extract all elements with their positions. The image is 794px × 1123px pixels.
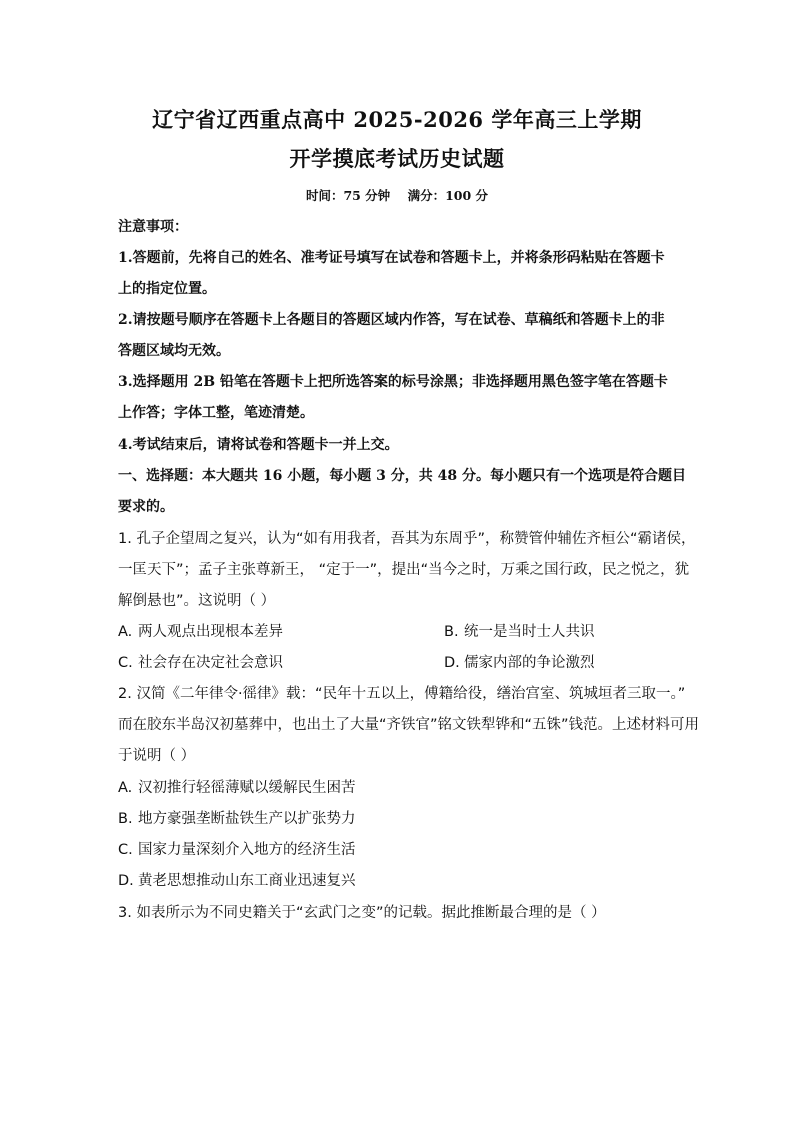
question-1-text: 1. 孔子企望周之复兴，认为“如有用我者，吾其为东周乎”，称赞管仲辅佐齐桓公“霸诸侯， [118, 531, 696, 547]
notice-line: 2.请按题号顺序在答题卡上各题目的答题区域内作答，写在试卷、草稿纸和答题卡上的非 [118, 312, 665, 328]
question-1-text: 解倒悬也”。这说明（ ） [118, 593, 276, 609]
exam-time-score: 时间：75 分钟 满分：100 分 [305, 188, 489, 203]
option-text: 儒家内部的争论激烈 [464, 655, 595, 671]
question-1-option-c[interactable] [118, 654, 283, 672]
exam-title-line-2: 开学摸底考试历史试题 [289, 146, 505, 171]
notice-line: 3.选择题用 2B 铅笔在答题卡上把所选答案的标号涂黑；非选择题用黑色签字笔在答题卡 [118, 374, 668, 390]
option-label: A. [118, 780, 133, 796]
question-2-text: 2. 汉简《二年律令·徭律》载：“民年十五以上，傅籍给役，缮治宫室、筑城垣者三取一。” [118, 686, 686, 702]
exam-title-line-1: 辽宁省辽西重点高中 2025-2026 学年高三上学期 [152, 107, 642, 132]
option-label: A. [118, 624, 133, 640]
notice-line: 4.考试结束后，请将试卷和答题卡一并上交。 [118, 437, 399, 453]
option-text: 统一是当时士人共识 [464, 624, 595, 640]
option-label: D. [118, 873, 134, 889]
option-text: 两人观点出现根本差异 [138, 624, 283, 640]
question-2-option-b[interactable] [118, 810, 356, 828]
question-2-option-a[interactable] [118, 779, 356, 797]
notice-line: 答题区域均无效。 [118, 343, 230, 359]
option-text: 黄老思想推动山东工商业迅速复兴 [138, 873, 356, 889]
option-label: D. [444, 655, 460, 671]
notice-line: 上作答；字体工整，笔迹清楚。 [118, 405, 314, 421]
option-text: 国家力量深刻介入地方的经济生活 [138, 842, 356, 858]
question-2-option-d[interactable] [118, 872, 356, 890]
option-label: C. [118, 842, 133, 858]
question-2-option-c[interactable] [118, 841, 356, 859]
question-2-text: 于说明（ ） [118, 748, 196, 764]
question-3-text: 3. 如表所示为不同史籍关于“玄武门之变”的记载。据此推断最合理的是（ ） [118, 905, 606, 921]
notice-heading: 注意事项： [118, 219, 188, 235]
option-text: 汉初推行轻徭薄赋以缓解民生困苦 [138, 780, 356, 796]
question-1-option-b[interactable] [444, 623, 595, 641]
question-1-option-d[interactable] [444, 654, 595, 672]
section-heading: 一、选择题：本大题共 16 小题，每小题 3 分，共 48 分。每小题只有一个选项是符合题目 [118, 468, 686, 484]
notice-line: 上的指定位置。 [118, 281, 216, 297]
notice-line: 1.答题前，先将自己的姓名、准考证号填写在试卷和答题卡上，并将条形码粘贴在答题卡 [118, 250, 665, 266]
option-label: B. [444, 624, 459, 640]
option-text: 社会存在决定社会意识 [138, 655, 283, 671]
question-2-text: 而在胶东半岛汉初墓葬中，也出土了大量“齐铁官”铭文铁犁铧和“五铢”钱范。上述材料可用 [118, 717, 700, 733]
option-label: B. [118, 811, 133, 827]
question-1-text: 一匡天下”；孟子主张尊新王， “定于一”，提出“当今之时，万乘之国行政，民之悦之，犹 [118, 562, 690, 578]
option-text: 地方豪强垄断盐铁生产以扩张势力 [138, 811, 356, 827]
question-1-option-a[interactable] [118, 623, 283, 641]
section-heading-cont: 要求的。 [118, 499, 174, 515]
option-label: C. [118, 655, 133, 671]
